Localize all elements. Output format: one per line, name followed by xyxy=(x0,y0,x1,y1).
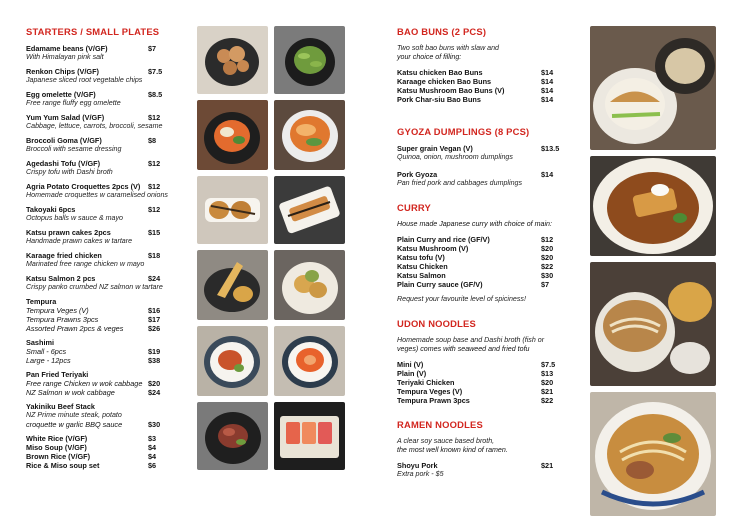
menu-item xyxy=(26,205,176,223)
item-name: Katsu tofu (V) xyxy=(397,253,445,262)
item-name: Mini (V) xyxy=(397,360,424,369)
item-name: Teriyaki Chicken xyxy=(397,378,455,387)
item-desc: Pan fried pork and cabbages dumplings xyxy=(397,179,523,187)
section-intro: the most well known kind of ramen. xyxy=(397,446,508,454)
item-name: Tempura Prawn 3pcs xyxy=(397,396,470,405)
section-title-bao: BAO BUNS (2 PCS) xyxy=(397,26,487,37)
item-price: $12 xyxy=(148,159,161,168)
item-desc: croquette w garlic BBQ sauce xyxy=(26,420,123,429)
item-name: Karaage chicken Bao Buns xyxy=(397,77,492,86)
menu-item xyxy=(26,136,176,154)
item-price: $8.5 xyxy=(148,90,163,99)
item-price: $7 xyxy=(541,280,550,289)
item-price: $14 xyxy=(541,170,554,179)
section-intro: Homemade soup base and Dashi broth (fish or xyxy=(397,336,545,344)
menu-item-teriyaki xyxy=(26,370,176,397)
food-photo-image xyxy=(590,262,716,386)
item-price: $18 xyxy=(148,251,161,260)
item-price: $8 xyxy=(148,136,157,145)
section-title-starters: STARTERS / SMALL PLATES xyxy=(26,26,160,37)
food-photo-image xyxy=(197,100,268,170)
curry-section xyxy=(397,202,569,304)
menu-item xyxy=(26,67,176,85)
section-intro: A clear soy sauce based broth, xyxy=(397,437,495,445)
menu-item xyxy=(26,44,176,62)
food-photo-image xyxy=(197,26,268,94)
option-price: $17 xyxy=(148,315,161,324)
item-price: $12 xyxy=(148,113,161,122)
item-price: $14 xyxy=(541,68,554,77)
menu-item-tempura xyxy=(26,297,176,333)
food-photo-beef-stack xyxy=(197,402,268,470)
food-photo-udon xyxy=(590,262,716,386)
section-title-curry: CURRY xyxy=(397,202,431,213)
food-photo-image xyxy=(274,100,345,170)
food-photo-image xyxy=(274,326,345,396)
food-photo-bao-buns xyxy=(590,26,716,150)
option-label: Tempura Prawns 3pcs xyxy=(26,315,99,324)
item-desc: With Himalayan pink salt xyxy=(26,53,104,61)
menu-item xyxy=(26,159,176,177)
item-price: $14 xyxy=(541,77,554,86)
food-photo-tempura xyxy=(197,250,268,320)
item-price: $7.5 xyxy=(541,360,556,369)
section-intro: your choice of filling: xyxy=(397,53,462,61)
item-name: Plain Curry sauce (GF/V) xyxy=(397,280,483,289)
food-photo-image xyxy=(590,392,716,516)
item-desc: Crispy tofu with Dashi broth xyxy=(26,168,113,176)
right-menu-column xyxy=(397,26,569,479)
item-desc: Extra pork - $5 xyxy=(397,470,444,478)
item-desc: Cabbage, lettuce, carrots, broccoli, sesame xyxy=(26,122,163,130)
menu-item xyxy=(26,274,176,292)
item-price: $4 xyxy=(148,452,157,461)
option-label: Free range Chicken w wok cabbage xyxy=(26,379,143,388)
food-photo-tempura-veges xyxy=(274,250,345,320)
food-photo-salad xyxy=(197,100,268,170)
item-price: $14 xyxy=(541,86,554,95)
item-name: Renkon Chips (V/GF) xyxy=(26,67,99,76)
item-name: Katsu Salmon 2 pcs xyxy=(26,274,96,283)
food-photo-salmon-bowl xyxy=(274,326,345,396)
section-intro: veges) comes with seaweed and fried tofu xyxy=(397,345,530,353)
item-desc: Quinoa, onion, mushroom dumplings xyxy=(397,153,513,161)
food-photo-image xyxy=(274,402,345,470)
item-desc: Octopus balls w sauce & mayo xyxy=(26,214,123,222)
section-title-udon: UDON NOODLES xyxy=(397,318,476,329)
food-photo-sashimi xyxy=(274,402,345,470)
item-desc: Marinated free range chicken w mayo xyxy=(26,260,145,268)
item-desc: Free range fluffy egg omelette xyxy=(26,99,121,107)
item-desc: Handmade prawn cakes w tartare xyxy=(26,237,133,245)
item-price: $6 xyxy=(148,461,157,470)
item-name: Karaage fried chicken xyxy=(26,251,102,260)
item-name: Brown Rice (V/GF) xyxy=(26,452,91,461)
item-name: Yakiniku Beef Stack xyxy=(26,402,95,411)
item-name: Agedashi Tofu (V/GF) xyxy=(26,159,101,168)
item-price: $13 xyxy=(541,369,554,378)
item-price: $20 xyxy=(541,378,554,387)
item-name: Egg omelette (V/GF) xyxy=(26,90,96,99)
food-photo-chicken-rice xyxy=(197,326,268,396)
item-price: $12 xyxy=(541,235,554,244)
section-intro: House made Japanese curry with choice of main: xyxy=(397,220,552,228)
curry-note: Request your favourite level of spiciness! xyxy=(397,295,526,303)
food-photo-ramen xyxy=(590,392,716,516)
item-price: $22 xyxy=(541,396,554,405)
item-name: Katsu Chicken xyxy=(397,262,448,271)
option-label: Assorted Prawn 2pcs & veges xyxy=(26,324,124,333)
item-price: $12 xyxy=(148,182,161,191)
gyoza-section xyxy=(397,126,569,188)
item-price: $30 xyxy=(148,420,161,429)
item-name: Super grain Vegan (V) xyxy=(397,144,473,153)
menu-item xyxy=(26,228,176,246)
food-photo-edamame xyxy=(274,26,345,94)
item-price: $20 xyxy=(541,253,554,262)
option-label: NZ Salmon w wok cabbage xyxy=(26,388,115,397)
menu-item xyxy=(26,90,176,108)
food-photo-katsu-curry xyxy=(590,156,716,256)
menu-item-sashimi xyxy=(26,338,176,365)
item-name: Pork Gyoza xyxy=(397,170,438,179)
item-name: Yum Yum Salad (V/GF) xyxy=(26,113,105,122)
food-photo-image xyxy=(197,402,268,470)
item-price: $22 xyxy=(541,262,554,271)
item-name: Tempura Veges (V) xyxy=(397,387,463,396)
item-name: Pork Char-siu Bao Buns xyxy=(397,95,481,104)
food-photo-image xyxy=(590,26,716,150)
option-label: Large - 12pcs xyxy=(26,356,71,365)
item-price: $14 xyxy=(541,95,554,104)
ramen-section xyxy=(397,419,569,479)
food-photo-image xyxy=(274,26,345,94)
item-name: Tempura xyxy=(26,297,57,306)
option-price: $26 xyxy=(148,324,161,333)
option-label: Tempura Veges (V) xyxy=(26,306,89,315)
menu-item xyxy=(26,182,176,200)
section-intro: Two soft bao buns with slaw and xyxy=(397,44,499,52)
item-desc: NZ Prime minute steak, potato xyxy=(26,411,122,419)
udon-section xyxy=(397,318,569,405)
food-photo-image xyxy=(197,326,268,396)
menu-item xyxy=(26,251,176,269)
item-price: $7 xyxy=(148,44,157,53)
item-desc: Japanese sliced root vegetable chips xyxy=(26,76,143,84)
item-name: Plain (V) xyxy=(397,369,427,378)
item-name: Katsu prawn cakes 2pcs xyxy=(26,228,111,237)
option-price: $16 xyxy=(148,306,161,315)
food-photo-renkon-chips xyxy=(197,26,268,94)
item-name: Takoyaki 6pcs xyxy=(26,205,76,214)
sides-list xyxy=(26,434,176,470)
item-price: $13.5 xyxy=(541,144,560,153)
item-name: Edamame beans (V/GF) xyxy=(26,44,108,53)
option-price: $20 xyxy=(148,379,161,388)
item-price: $21 xyxy=(541,387,554,396)
food-photo-yum-yum-salad xyxy=(274,100,345,170)
item-price: $21 xyxy=(541,461,554,470)
option-label: Small - 6pcs xyxy=(26,347,67,356)
item-name: Shoyu Pork xyxy=(397,461,438,470)
option-price: $19 xyxy=(148,347,161,356)
food-photo-image xyxy=(197,176,268,244)
section-title-gyoza: GYOZA DUMPLINGS (8 PCS) xyxy=(397,126,530,137)
item-name: Rice & Miso soup set xyxy=(26,461,100,470)
item-name: Pan Fried Teriyaki xyxy=(26,370,89,379)
item-name: Plain Curry and rice (GF/V) xyxy=(397,235,490,244)
item-name: Miso Soup (V/GF) xyxy=(26,443,87,452)
item-price: $4 xyxy=(148,443,157,452)
food-photo-image xyxy=(590,156,716,256)
item-name: Sashimi xyxy=(26,338,54,347)
food-photo-image xyxy=(197,250,268,320)
item-price: $30 xyxy=(541,271,554,280)
item-name: White Rice (V/GF) xyxy=(26,434,88,443)
item-name: Katsu chicken Bao Buns xyxy=(397,68,483,77)
item-desc: Broccoli with sesame dressing xyxy=(26,145,122,153)
item-name: Agria Potato Croquettes 2pcs (V) xyxy=(26,182,141,191)
item-price: $3 xyxy=(148,434,157,443)
menu-item-yakiniku xyxy=(26,402,176,429)
item-price: $12 xyxy=(148,205,161,214)
menu-item xyxy=(397,144,569,162)
option-price: $38 xyxy=(148,356,161,365)
section-title-ramen: RAMEN NOODLES xyxy=(397,419,483,430)
food-photo-katsu-salmon xyxy=(274,176,345,244)
item-price: $20 xyxy=(541,244,554,253)
option-price: $24 xyxy=(148,388,161,397)
starters-section xyxy=(26,26,176,475)
item-price: $24 xyxy=(148,274,161,283)
item-name: Broccoli Goma (V/GF) xyxy=(26,136,102,145)
item-desc: Homemade croquettes w caramelised onions xyxy=(26,191,168,199)
item-name: Katsu Mushroom (V) xyxy=(397,244,469,253)
item-price: $15 xyxy=(148,228,161,237)
food-photo-image xyxy=(274,176,345,244)
item-name: Katsu Salmon xyxy=(397,271,446,280)
food-photo-image xyxy=(274,250,345,320)
item-name: Katsu Mushroom Bao Buns (V) xyxy=(397,86,505,95)
bao-section xyxy=(397,26,569,104)
menu-item xyxy=(26,113,176,131)
item-desc: Crispy panko crumbed NZ salmon w tartare xyxy=(26,283,163,291)
menu-item xyxy=(397,170,569,188)
food-photo-croquettes xyxy=(197,176,268,244)
item-price: $7.5 xyxy=(148,67,163,76)
